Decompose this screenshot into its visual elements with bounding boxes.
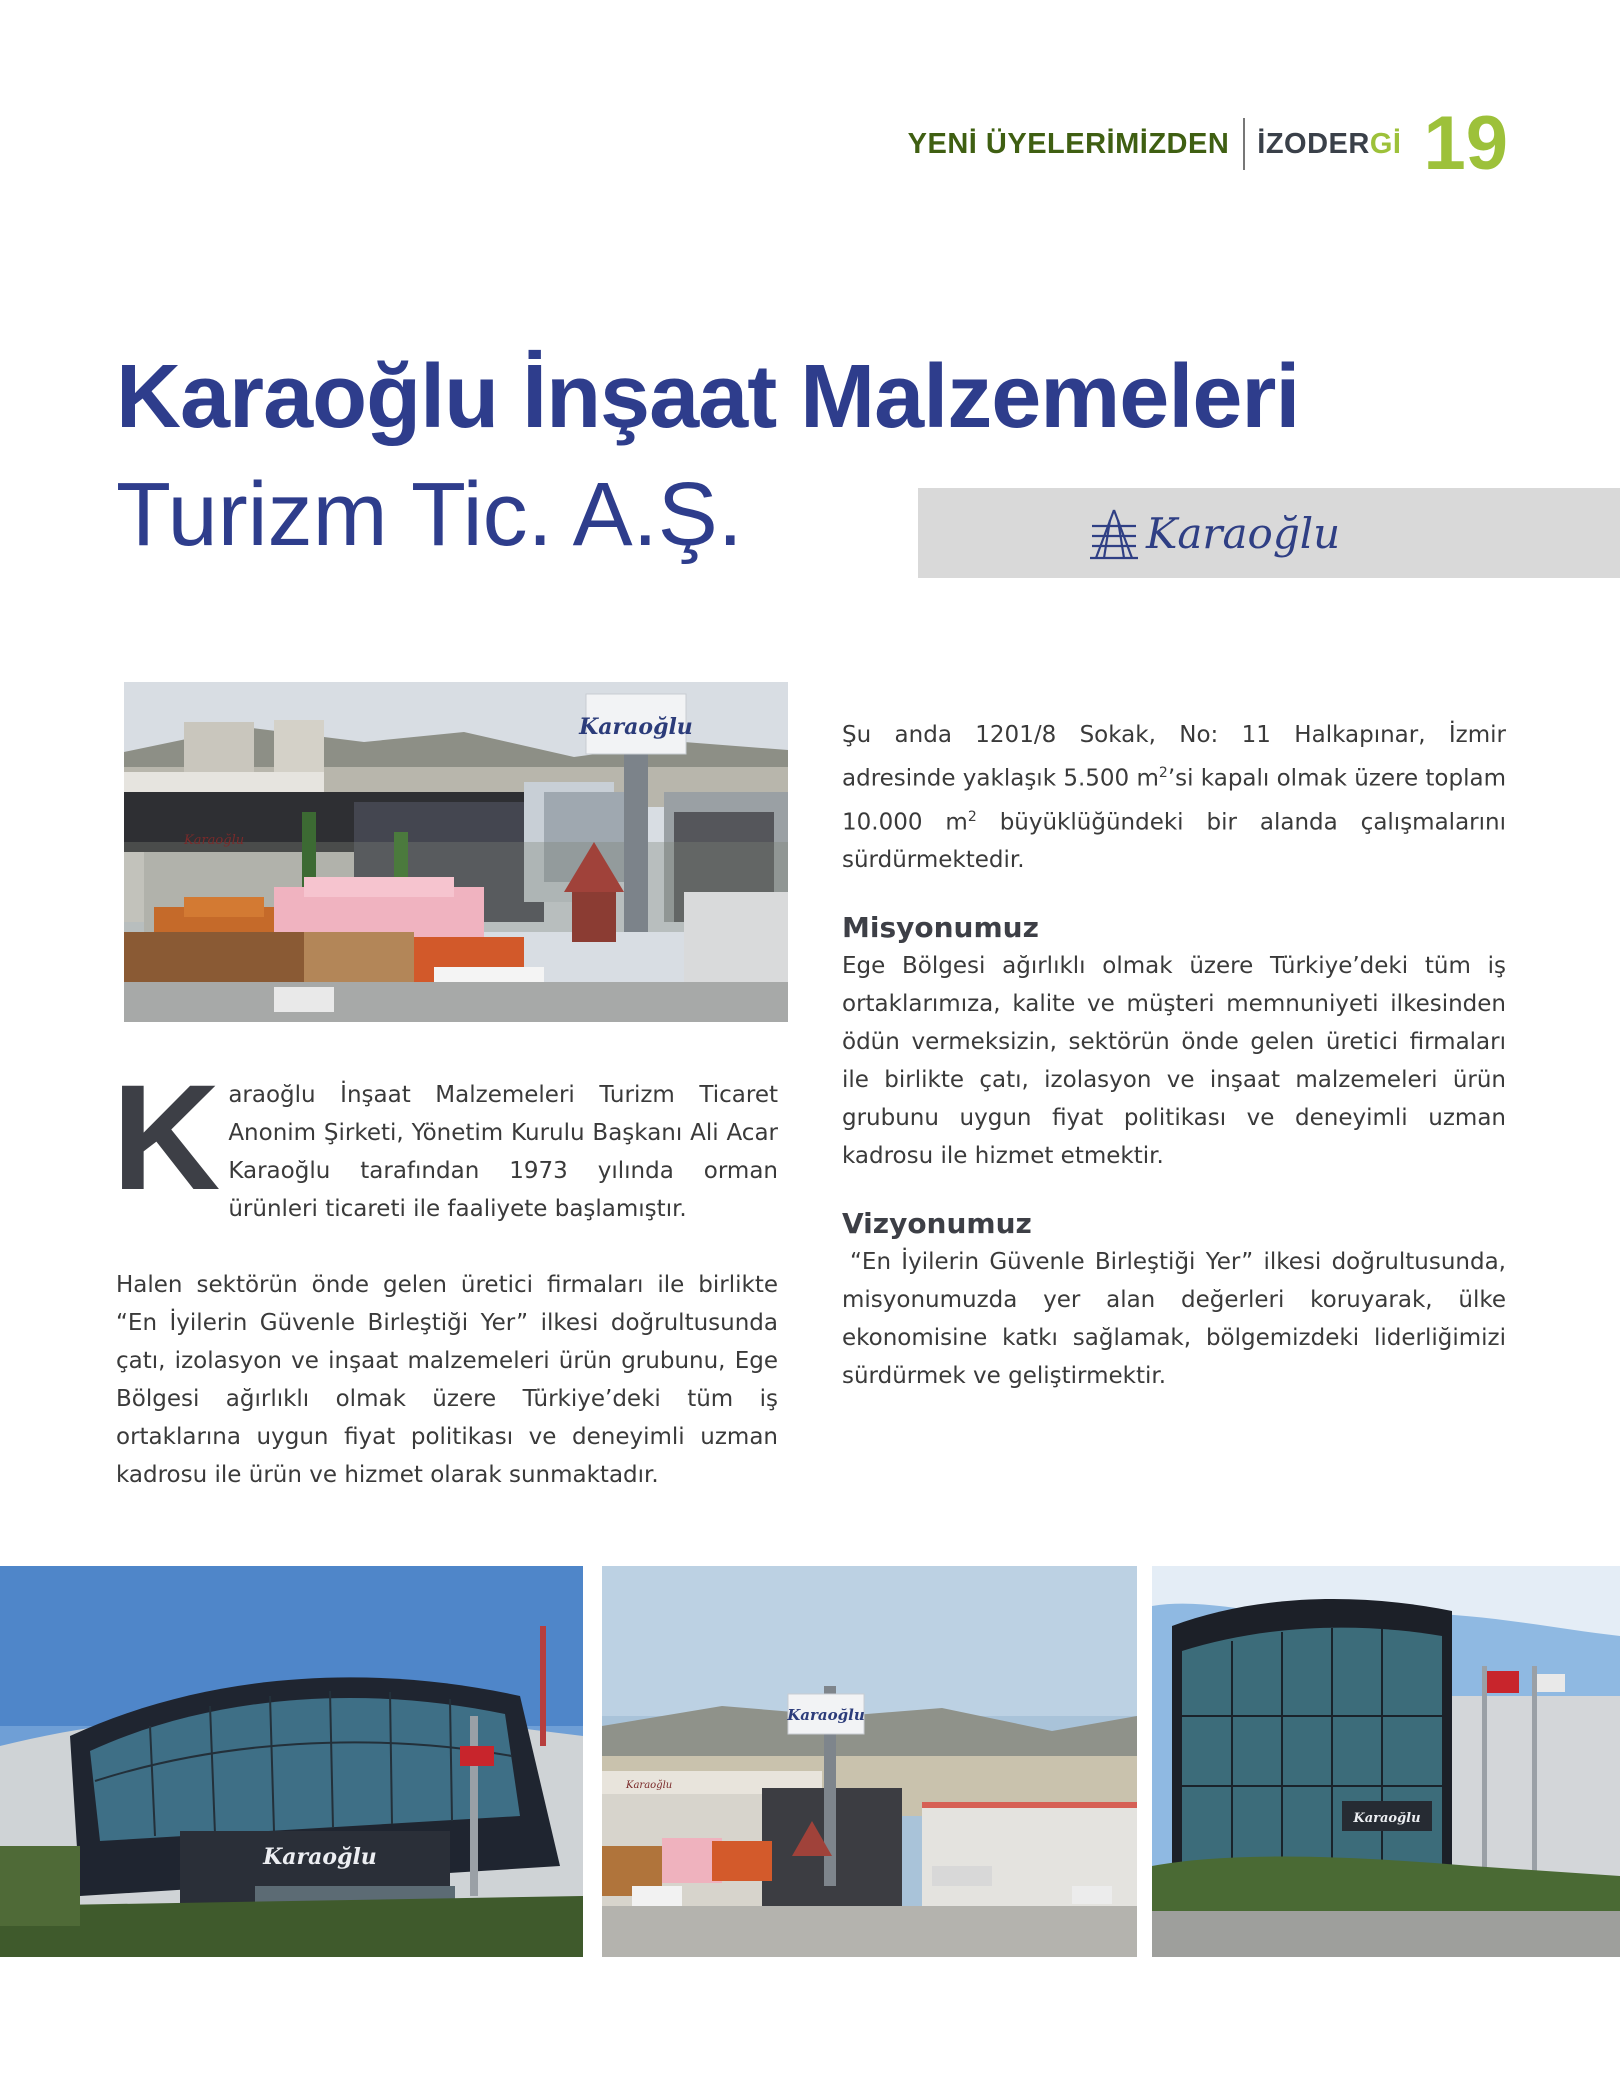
logo-text: Karaoğlu bbox=[1146, 508, 1341, 558]
magazine-name-main: İZODER bbox=[1257, 127, 1370, 160]
header-divider bbox=[1243, 118, 1245, 170]
main-facility-photo bbox=[124, 682, 788, 1022]
wall-sign-text: Karaoğlu bbox=[184, 833, 245, 848]
bottom-right-sign-text: Karaoğlu bbox=[1353, 1811, 1421, 1826]
location-paragraph bbox=[842, 716, 1506, 879]
superscript-1: 2 bbox=[1158, 765, 1168, 781]
intro-paragraph bbox=[112, 1053, 778, 1228]
magazine-name-accent: Gİ bbox=[1369, 127, 1402, 160]
right-text-column bbox=[842, 716, 1506, 1395]
article-title: Karaoğlu İnşaat Malzemeleri bbox=[116, 347, 1300, 447]
drop-cap: K bbox=[112, 1053, 221, 1221]
mission-heading: Misyonumuz bbox=[842, 911, 1039, 945]
bottom-middle-tower-sign-text: Karaoğlu bbox=[787, 1706, 865, 1724]
vision-text: “En İyilerin Güvenle Birleştiği Yer” ilkesi doğrultusunda, misyonumuzda yer alan değerleri koruyarak, ülke ekonomisine katkı sağlamak, bölgemizdeki liderliğimizi sürdürmek ve geliştirmektir. bbox=[842, 1249, 1506, 1390]
building-photo-right bbox=[1152, 1566, 1620, 1957]
building-photo-left bbox=[0, 1566, 583, 1957]
mission-text: Ege Bölgesi ağırlıklı olmak üzere Türkiye’deki tüm iş ortaklarımıza, kalite ve müşteri memnuniyeti ilkesinden ödün vermeksizin, sektörün önde gelen üretici firmaları ile birlikte çatı, izolasyon ve inşaat malzemeleri ürün grubunu uygun fiyat politikası ve deneyimli uzman kadrosu ile hizmet etmektir. bbox=[842, 953, 1506, 1170]
vision-heading: Vizyonumuz bbox=[842, 1207, 1032, 1241]
facility-photo-middle bbox=[602, 1566, 1137, 1957]
article-subtitle: Turizm Tic. A.Ş. bbox=[116, 465, 743, 565]
company-logo bbox=[1088, 506, 1340, 560]
bottom-middle-wall-sign-text: Karaoğlu bbox=[626, 1780, 673, 1791]
page-header bbox=[907, 101, 1508, 186]
body-paragraph: Halen sektörün önde gelen üretici firmaları ile birlikte “En İyilerin Güvenle Birleştiği Yer” ilkesi doğrultusunda çatı, izolasyon ve inşaat malzemeleri ürün grubunu, Ege Bölgesi ağırlıklı olmak üzere Türkiye’deki tüm iş ortaklarına uygun fiyat politikası ve deneyimli uzman kadrosu ile ürün ve hizmet olarak sunmaktadır. bbox=[116, 1272, 778, 1488]
location-text-part1: Şu anda 1201/8 Sokak, No: 11 Halkapınar, İzmir adresinde yaklaşık 5.500 m bbox=[842, 722, 1506, 792]
location-text-part3: büyüklüğündeki bir alanda çalışmalarını sürdürmektedir. bbox=[842, 809, 1506, 874]
logo-band bbox=[918, 488, 1620, 578]
bottom-left-sign-text: Karaoğlu bbox=[263, 1844, 377, 1870]
left-text-column bbox=[112, 1053, 778, 1494]
superscript-2: 2 bbox=[967, 808, 977, 825]
page-number: 19 bbox=[1423, 101, 1508, 186]
tower-sign-text: Karaoğlu bbox=[579, 714, 693, 740]
location-text-part2: ’si kapalı olmak üzere toplam 10.000 m bbox=[842, 765, 1506, 836]
building-logo-icon bbox=[1088, 506, 1140, 560]
intro-paragraph-text: araoğlu İnşaat Malzemeleri Turizm Ticaret Anonim Şirketi, Yönetim Kurulu Başkanı Ali Acar Karaoğlu tarafından 1973 yılında orman ürünleri ticareti ile faaliyete başlamıştır. bbox=[228, 1082, 778, 1222]
section-label: YENİ ÜYELERİMİZDEN bbox=[907, 127, 1230, 160]
magazine-name bbox=[1257, 128, 1401, 161]
